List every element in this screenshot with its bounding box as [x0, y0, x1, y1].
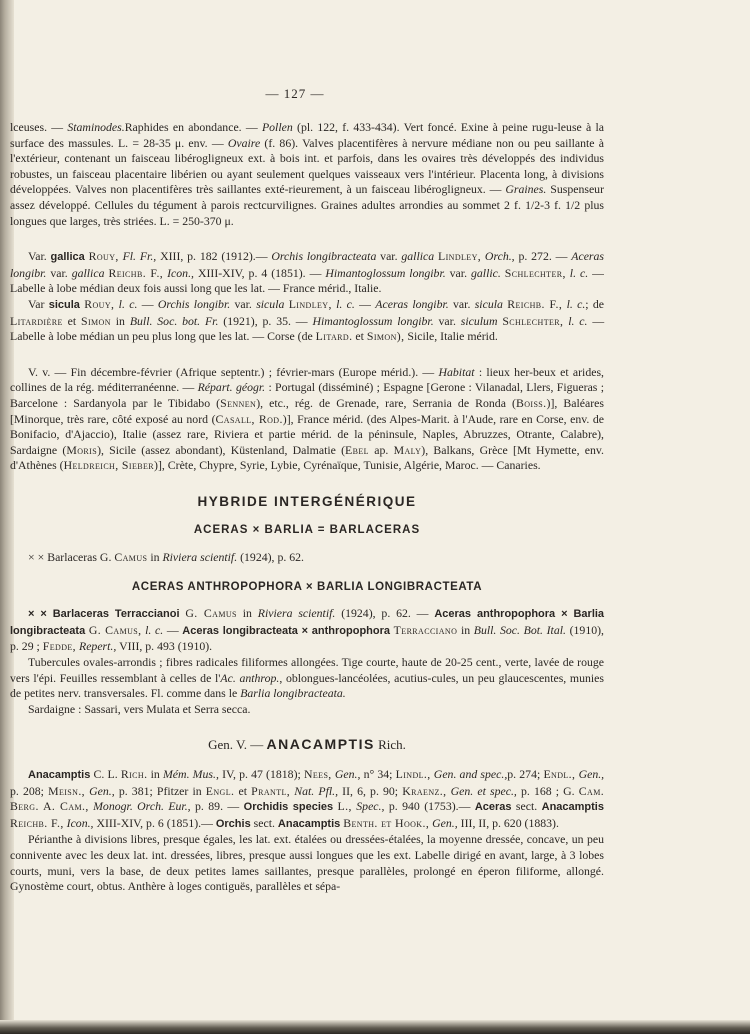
author: G. Camus, — [88, 622, 142, 637]
author: Benth. et Hook., — [343, 815, 430, 830]
citation: Gen., — [89, 783, 115, 798]
author: Maly — [393, 442, 422, 457]
text: , oblongues-lancéolées, acutius-cules, un peu glaucescentes, munies de petites nerv. transversales. Fl. comme dans le — [10, 670, 604, 701]
text: )], France mérid. (des Alpes-Marit. à l'Aude, rare en Corse, env. de Bonifacio, d'Ajaccio), Italie (assez rare, Riviera et partie mérid. de la péninsule, Naples, Abruzzes, Otrante, Calabre), Sardaigne ( — [10, 411, 604, 457]
text: p. 208; — [10, 783, 44, 798]
paragraph-tubercules — [10, 655, 604, 702]
taxon: Aceras longibr. — [375, 296, 449, 311]
citation: Monogr. Orch. Eur., — [93, 799, 191, 814]
page-number: — 127 — — [265, 86, 325, 101]
citation: l. c. — [336, 296, 355, 311]
text: (1924), p. 62. — — [341, 606, 429, 621]
taxon: Himantoglossum longibr. — [312, 313, 434, 328]
author: Simon — [81, 313, 111, 328]
text: ), Balkans, Grèce [Mt Hymette, env. d'Athènes ( — [10, 442, 604, 473]
text: et — [355, 329, 364, 344]
taxon: Aceras longibr. — [10, 249, 605, 280]
paragraph-sardaigne: Sardaigne : Sassari, vers Mulata et Serra secca. — [28, 701, 251, 716]
text: (1924), p. 62. — [240, 550, 305, 565]
citation: Spec., — [356, 799, 385, 814]
genus-prefix: Gen. V. — — [208, 737, 264, 753]
taxon: Orchis longibracteata — [271, 249, 377, 264]
text: — — [359, 296, 371, 311]
citation: Bull. Soc. Bot. Ital. — [473, 622, 566, 637]
citation: Riviera scientif. — [162, 550, 238, 565]
author: Cam. Berg. A. Cam., — [10, 783, 605, 814]
heading-aceras-barlia: ACERAS × BARLIA = BARLACERAS — [193, 524, 421, 537]
text: et — [67, 313, 77, 328]
text: ; de — [585, 296, 605, 311]
author: Litardière — [10, 313, 63, 328]
term-habitat: Habitat — [438, 364, 475, 379]
text: — — [166, 622, 179, 637]
taxon-bold: Orchidis species — [243, 801, 334, 814]
variety-name: sicula — [48, 298, 80, 311]
author: Reichb. F., — [507, 296, 563, 311]
author: Reichb. F., — [10, 815, 64, 830]
text: sect. — [515, 799, 538, 814]
text: var. — [234, 296, 252, 311]
heading-aceras-anthropophora: ACERAS ANTHROPOPHORA × BARLIA LONGIBRACTEATA — [131, 580, 483, 593]
text: II, 6, p. 90; — [342, 783, 399, 798]
citation: Orch., — [484, 249, 515, 264]
taxon: gallica — [401, 249, 435, 264]
citation: Repert., — [78, 639, 117, 654]
author: Schlechter, — [502, 313, 564, 328]
text: Var — [28, 296, 45, 311]
text: Suspenseur assez développé. Cellules du tégument à parois rectcurvilignes. Graines adultes arrondies au sommet 2 f. 1/2-3 f. 1/2 plus longues que larges, très striées. L. = 250-370 μ. — [10, 182, 605, 228]
text: Sicile, Italie mérid. — [407, 329, 498, 344]
paragraph-barlaceras — [10, 550, 604, 566]
text: p. 89. — — [195, 799, 240, 814]
citation: l. c. — [145, 622, 164, 637]
author: G. Camus — [185, 606, 237, 621]
text: )], Baléares [Minorque, très rare, côté exposé au nord ( — [10, 395, 605, 426]
text: p. 272. — — [518, 249, 568, 264]
text: V. v. — Fin décembre-février (Afrique septentr.) ; février-mars (Europe mérid.). — — [28, 364, 435, 379]
citation: l. c. — [566, 296, 586, 311]
author: Meisn., — [48, 783, 86, 798]
term-pollen: Pollen — [261, 120, 293, 134]
text: : lieux her-beux et arides, collines de la rég. méditerranéenne. — — [10, 364, 605, 395]
taxon-bold: × × Barlaceras Terraccianoi — [28, 608, 180, 621]
genus-author: Rich. — [378, 737, 406, 753]
paragraph-var-sicula — [10, 297, 604, 345]
text: in — [115, 313, 125, 328]
taxon: siculum — [460, 313, 498, 328]
author: Lindley, — [288, 296, 332, 311]
taxon-bold: Aceras longibracteata × anthropophora — [182, 624, 391, 637]
paragraph-perianthe: Périanthe à divisions libres, presque égales, les lat. ext. étalées ou dressées-étalées, la moyenne dressée, concave, un peu connivente avec les deux lat. int. dressées, libres, presque aussi longues que les ext. Labelle dirigé en avant, large, à 3 lobes courts, muni, vers la base, de deux petites lames saillantes, presque parallèles, prolongé en éperon filiforme, allongé. Gynostème court, obtus. Anthère à loges contiguës, parallèles et sépa- — [10, 832, 604, 894]
citation: Gen. and spec., — [433, 767, 508, 781]
text: ), etc., rég. de Grenade, rare, Serrania de Ronda ( — [256, 395, 516, 410]
author: Prantl, — [251, 783, 291, 798]
taxon: gallic. — [471, 265, 501, 280]
author: Sennen — [220, 395, 257, 410]
taxon-bold: Anacamptis — [28, 769, 91, 781]
author: Litard. — [315, 329, 353, 344]
taxon-bold: Aceras anthropophora × Barlia longibracteata — [10, 608, 605, 637]
text: XIII, p. 182 (1912).— — [160, 249, 268, 264]
taxon: gallica — [71, 265, 105, 280]
author: Ebel — [345, 442, 369, 457]
text: et — [238, 783, 248, 798]
taxon: Ac. anthrop. — [220, 670, 280, 685]
text: ), Sicile (assez abondant), Küstenland, Dalmatie ( — [97, 442, 346, 457]
text: : Portugal (disséminé) ; Espagne [Gerone : Vilanadal, Llers, Figueras ; Barcelone : Sardanyola par le Tibidabo ( — [10, 380, 604, 410]
author: Rouy, — [88, 249, 119, 264]
citation: Gen., — [334, 767, 361, 781]
citation: Nat. Pfl., — [294, 783, 339, 798]
text: (1921), p. 35. — — [223, 313, 308, 328]
text: p. 940 (1753).— — [388, 799, 471, 814]
text: Raphides en abondance. — — [124, 120, 258, 134]
text: p. 168 ; G. — [520, 783, 575, 798]
text: var. — [438, 313, 456, 328]
genus-heading — [10, 737, 604, 753]
author: L., — [337, 799, 352, 814]
taxon-bold: Anacamptis — [277, 817, 341, 830]
taxon-bold: Anacamptis — [541, 801, 604, 814]
paragraph-anacamptis-synonymy — [10, 767, 604, 832]
text: IV, p. 47 (1818); — [222, 767, 301, 781]
text: p. 381; Pfitzer in — [118, 783, 202, 798]
text: × × Barlaceras G. — [28, 550, 112, 565]
text: ap. — [374, 442, 389, 457]
text: sect. — [253, 815, 275, 830]
paragraph-barlaceras-terraccianoi — [10, 606, 604, 655]
genus-name: ANACAMPTIS — [266, 736, 375, 753]
author: Rouy, — [84, 296, 115, 311]
taxon-bold: Orchis — [215, 817, 251, 830]
text: in — [242, 606, 252, 621]
taxon: Orchis longibr. — [157, 296, 231, 311]
text: (pl. 122, f. 433-434). Vert foncé. Exine à peine rugu-leuse à la surface des massules. L. = 28-35 μ. env. — — [10, 120, 605, 150]
term-ovaire: Ovaire — [227, 135, 261, 150]
text: C. L. — [93, 767, 118, 781]
citation: Gen., — [432, 815, 458, 830]
text: III, II, p. 620 (1883). — [460, 815, 559, 830]
text: lceuses. — — [10, 120, 64, 134]
term-repartition: Répart. géogr. — [197, 380, 266, 395]
text: Var. — [28, 249, 47, 264]
text: — Labelle à lobe médian un peu plus long que les lat. — Corse (de — [10, 313, 605, 344]
author: Lindley, — [437, 249, 482, 264]
text: var. — [50, 265, 68, 280]
author: Nees, — [303, 767, 332, 781]
taxon-bold: Aceras — [474, 801, 512, 814]
text: — — [141, 296, 154, 311]
text: XIII-XIV, p. 6 (1851).— — [96, 815, 213, 830]
citation: Gen., — [578, 767, 605, 781]
author: Endl., — [543, 767, 576, 781]
author: Engl. — [205, 783, 235, 798]
author: Lindl., — [395, 767, 431, 781]
citation: Fl. Fr., — [122, 249, 157, 264]
text: (1910), p. 29 ; — [10, 622, 604, 654]
author: Simon), — [366, 329, 405, 344]
paragraph-var-gallica — [10, 249, 604, 297]
citation: Gen. et spec., — [450, 783, 517, 798]
text: XIII-XIV, p. 4 (1851). — — [197, 265, 322, 280]
taxon: Barlia longibracteata. — [240, 686, 346, 701]
author: Moris — [66, 442, 98, 457]
author: Kraenz., — [402, 783, 447, 798]
taxon: sicula — [256, 296, 285, 311]
text: — Labelle à lobe médian deux fois aussi long que les lat. — France mérid., Italie. — [10, 265, 604, 296]
text: (f. 86). Valves placentifères à nervure médiane non ou peu saillante à l'extérieur, contenant un faisceau libérogligneux ext. à bois int. et parfois, dans les ovaires très développés des individus robustes, un faisceau placentaire libérien ou ayant seulement quelques vaisseaux vers l'intérieur. Placenta long, à divisions développées. Valves non placentifères très saillantes exté-rieurement, à un faisceau libérogligneux. — — [10, 135, 604, 197]
text: var. — [380, 249, 398, 264]
variety-name: gallica — [50, 251, 85, 264]
citation: l. c. — [569, 265, 589, 280]
paragraph-staminodes — [10, 120, 604, 229]
taxon: Himantoglossum longibr. — [325, 265, 446, 280]
text: in — [150, 550, 160, 565]
text: )], Crète, Chypre, Syrie, Lybie, Cyrénaïque, Tunisie, Algérie, Maroc. — Canaries. — [154, 458, 541, 473]
citation: Icon., — [167, 265, 194, 280]
text: Tubercules ovales-arrondis ; fibres radicales filiformes allongées. Tige courte, haute de 20-25 cent., verte, lavée de rouge vers l'épi. Feuilles ressemblant à celles de l' — [10, 655, 604, 685]
text: VIII, p. 493 (1910). — [119, 639, 213, 654]
author: Camus — [114, 550, 148, 565]
citation: l. c. — [118, 296, 138, 311]
author: Fedde, — [42, 639, 77, 654]
citation: Bull. Soc. bot. Fr. — [129, 313, 219, 328]
term-graines: Graines. — [505, 182, 547, 197]
text: n° 34; — [363, 767, 393, 781]
paragraph-habitat — [10, 365, 604, 474]
citation: Icon., — [66, 815, 94, 830]
author: Casall, Rod. — [215, 411, 283, 426]
page-body — [10, 84, 604, 895]
text: in — [150, 767, 160, 781]
text: var. — [449, 265, 468, 280]
author: Boiss. — [515, 395, 547, 410]
citation: l. c. — [568, 313, 588, 328]
author: Schlechter, — [504, 265, 566, 280]
taxon: sicula — [474, 296, 503, 311]
page-bottom-edge — [0, 1020, 750, 1034]
term-staminodes: Staminodes. — [67, 120, 125, 134]
text: in — [460, 622, 471, 637]
text: p. 274; — [507, 767, 541, 781]
citation: Riviera scientif. — [257, 606, 336, 621]
heading-hybride-intergenerique: HYBRIDE INTERGÉNÉRIQUE — [197, 493, 417, 509]
author: Heldreich, Sieber — [63, 458, 155, 473]
author: Rich. — [120, 767, 148, 781]
citation: Mém. Mus., — [162, 767, 219, 781]
author: Reichb. F., — [108, 265, 164, 280]
author: Terracciano — [393, 622, 458, 637]
text: var. — [453, 296, 471, 311]
